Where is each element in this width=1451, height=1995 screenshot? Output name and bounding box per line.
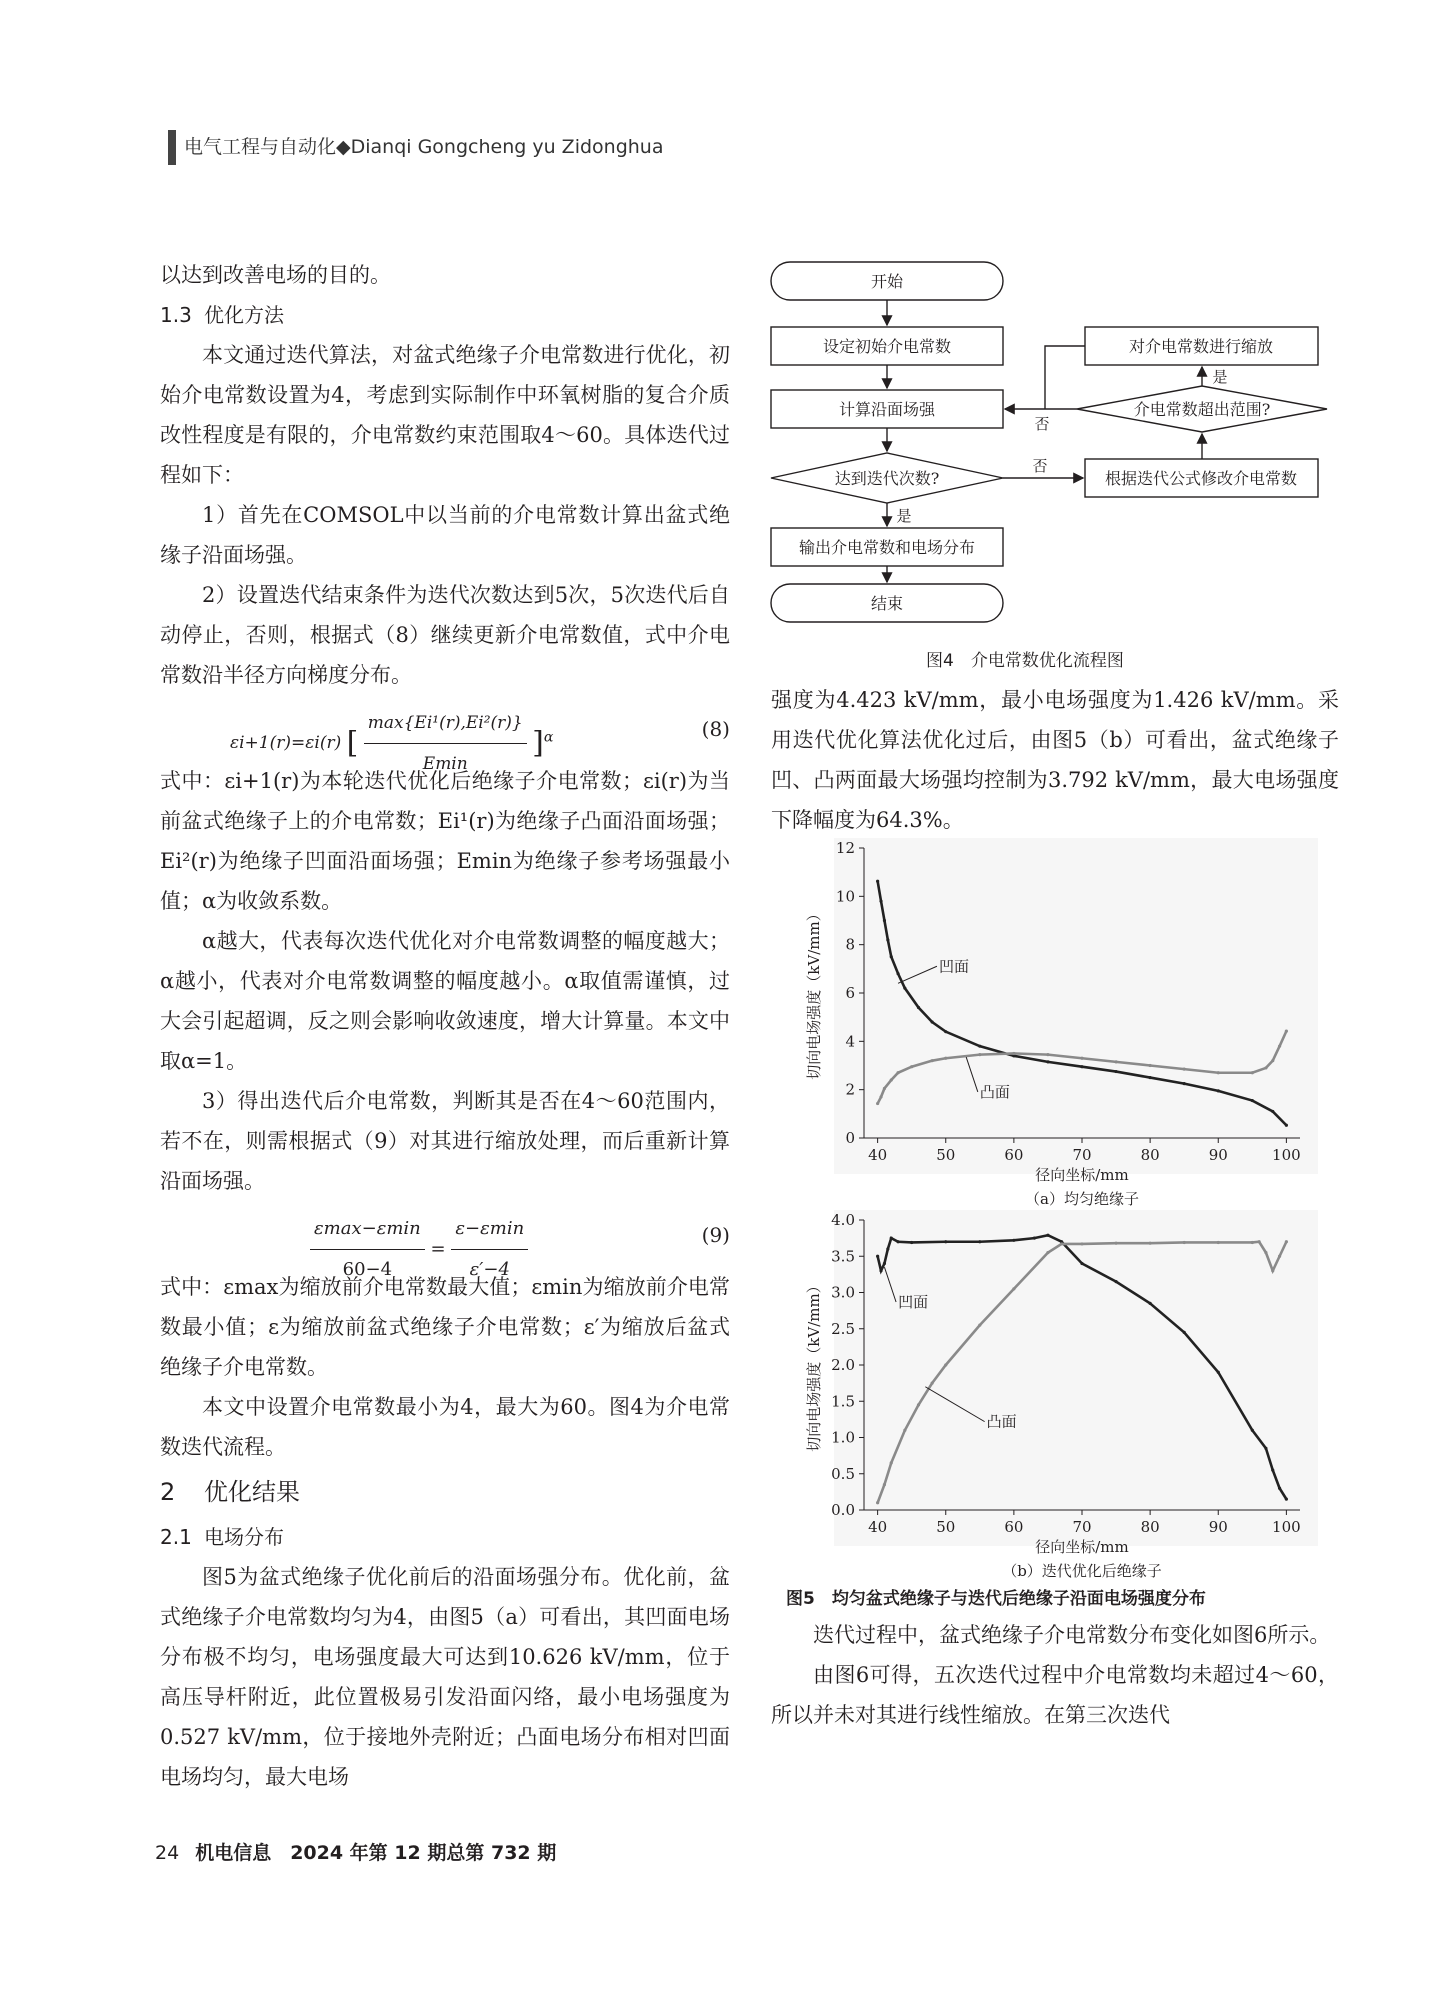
y-tick-label: 1.5 xyxy=(831,1392,855,1411)
data-point xyxy=(1012,1239,1015,1242)
y-tick-label: 0.5 xyxy=(831,1464,855,1483)
y-tick-label: 10 xyxy=(835,887,855,906)
data-point xyxy=(1149,1302,1152,1305)
data-point xyxy=(917,1403,920,1406)
paragraph: 迭代过程中，盆式绝缘子介电常数分布变化如图6所示。 xyxy=(813,1623,1331,1647)
data-point xyxy=(910,1065,913,1068)
x-tick-label: 80 xyxy=(1140,1146,1160,1164)
y-tick-label: 8 xyxy=(845,935,855,954)
section-title: 优化结果 xyxy=(204,1478,300,1506)
data-point xyxy=(1271,1469,1274,1472)
chart-5b xyxy=(770,1210,1318,1580)
flow-no-label: 否 xyxy=(1034,415,1050,433)
flow-scale-label: 对介电常数进行缩放 xyxy=(1128,337,1274,356)
data-point xyxy=(1271,1110,1274,1113)
flow-calc-label: 计算沿面场强 xyxy=(838,400,936,419)
figure-4-caption: 图4 介电常数优化流程图 xyxy=(926,651,1124,671)
plot-background xyxy=(834,838,1318,1174)
x-tick-label: 90 xyxy=(1208,1518,1228,1536)
data-point xyxy=(1251,1429,1254,1432)
data-point xyxy=(1149,1242,1152,1245)
data-point xyxy=(1278,1487,1281,1490)
data-point xyxy=(890,1237,893,1240)
data-point xyxy=(1217,1241,1220,1244)
flow-exceed-label: 介电常数超出范围? xyxy=(1133,400,1271,419)
fraction-denominator: 60−4 xyxy=(342,1259,393,1280)
page-number: 24 xyxy=(155,1842,180,1864)
data-point xyxy=(1060,1242,1063,1245)
paragraph: 1）首先在COMSOL中以当前的介电常数计算出盆式绝缘子沿面场强。 xyxy=(160,503,730,567)
data-point xyxy=(1271,1269,1274,1272)
paragraph: 本文中设置介电常数最小为4，最大为60。图4为介电常数迭代流程。 xyxy=(160,1395,730,1459)
paragraph: α越大，代表每次迭代优化对介电常数调整的幅度越大；α越小，代表对介电常数调整的幅度越小。α取值需谨慎，过大会引起超调，反之则会影响收敛速度，增大计算量。本文中取α=1。 xyxy=(160,929,730,1073)
data-point xyxy=(931,1382,934,1385)
equation-fraction-left xyxy=(310,1209,425,1290)
data-point xyxy=(978,1053,981,1056)
data-point xyxy=(876,1102,879,1105)
flow-yes-label: 是 xyxy=(896,507,912,525)
data-point xyxy=(890,1078,893,1081)
section-number: 2.1 xyxy=(160,1525,192,1549)
paragraph: 3）得出迭代后介电常数，判断其是否在4～60范围内，若不在，则需根据式（9）对其进行缩放处理，而后重新计算沿面场强。 xyxy=(160,1089,730,1193)
data-point xyxy=(896,1071,899,1074)
data-point xyxy=(883,919,886,922)
series-label: 凹面 xyxy=(898,1293,929,1311)
x-tick-label: 100 xyxy=(1272,1146,1301,1164)
y-tick-label: 6 xyxy=(845,984,855,1002)
data-point xyxy=(978,1045,981,1048)
fraction-denominator: ε′−4 xyxy=(469,1259,510,1280)
x-tick-label: 40 xyxy=(868,1518,888,1536)
data-point xyxy=(890,1461,893,1464)
data-point xyxy=(886,1247,889,1250)
paragraph: 由图6可得，五次迭代过程中介电常数均未超过4～60，所以并未对其进行线性缩放。在第三次迭代 xyxy=(771,1663,1339,1727)
data-point xyxy=(1271,1059,1274,1062)
data-point xyxy=(1080,1242,1083,1245)
y-tick-label: 4.0 xyxy=(831,1211,855,1229)
data-point xyxy=(1258,1240,1261,1243)
data-point xyxy=(917,1006,920,1009)
data-point xyxy=(1080,1065,1083,1068)
y-tick-label: 12 xyxy=(835,839,855,857)
flow-end-label: 结束 xyxy=(870,594,904,613)
section-number: 2 xyxy=(160,1478,176,1506)
section-title: 电场分布 xyxy=(204,1525,284,1549)
data-point xyxy=(944,1240,947,1243)
data-point xyxy=(978,1324,981,1327)
x-tick-label: 60 xyxy=(1004,1518,1024,1536)
header-bar xyxy=(168,130,176,165)
x-tick-label: 50 xyxy=(936,1146,956,1164)
data-point xyxy=(1080,1057,1083,1060)
data-point xyxy=(1217,1071,1220,1074)
data-point xyxy=(1217,1089,1220,1092)
figure-5-caption: 图5 均匀盆式绝缘子与迭代后绝缘子沿面电场强度分布 xyxy=(786,1589,1206,1609)
x-tick-label: 50 xyxy=(936,1518,956,1536)
paragraph: 本文通过迭代算法，对盆式绝缘子介电常数进行优化，初始介电常数设置为4，考虑到实际制作中环氧树脂的复合介质改性程度是有限的，介电常数约束范围取4～60。具体迭代过程如下： xyxy=(160,343,730,487)
flow-reach-label: 达到迭代次数? xyxy=(834,469,940,488)
journal-header: 电气工程与自动化◆Dianqi Gongcheng yu Zidonghua xyxy=(184,136,664,158)
series-label: 凸面 xyxy=(979,1082,1010,1101)
data-point xyxy=(1046,1234,1049,1237)
data-point xyxy=(903,987,906,990)
data-point xyxy=(1285,1030,1288,1033)
paragraph: 图5为盆式绝缘子优化前后的沿面场强分布。优化前，盆式绝缘子介电常数均匀为4，由图5（a）可看出，其凹面电场分布极不均匀，电场强度最大可达到10.626 kV/mm，位于高压导杆附近，此位置极易引发沿面闪络，最小电场强度为0.527 kV/mm，位于接地外壳附近；凸面电场分布相对凹面电场均匀，最大电场 xyxy=(160,1565,730,1789)
data-point xyxy=(1114,1242,1117,1245)
data-point xyxy=(1033,1237,1036,1240)
data-point xyxy=(876,1255,879,1258)
flow-no-label: 否 xyxy=(1032,457,1048,475)
data-point xyxy=(944,1363,947,1366)
fraction-numerator: max{Ei¹(r),Ei²(r)} xyxy=(364,703,527,744)
equation-lhs: εi+1(r)=εi(r) xyxy=(230,733,342,753)
data-point xyxy=(1012,1052,1015,1055)
equation-fraction-right xyxy=(451,1209,528,1290)
paragraph: 式中：εmax为缩放前介电常数最大值；εmin为缩放前介电常数最小值；ε为缩放前盆式绝缘子介电常数；ε′为缩放后盆式绝缘子介电常数。 xyxy=(160,1275,730,1379)
data-point xyxy=(896,1240,899,1243)
flowchart xyxy=(768,255,1348,635)
section-heading-2 xyxy=(160,1469,730,1515)
left-column xyxy=(160,255,730,1797)
x-axis-label: 径向坐标/mm xyxy=(1035,1166,1129,1184)
data-point xyxy=(1114,1060,1117,1063)
equation-number: (9) xyxy=(701,1223,730,1247)
data-point xyxy=(1046,1053,1049,1056)
paragraph: 2）设置迭代结束条件为迭代次数达到5次，5次迭代后自动停止，否则，根据式（8）继续更新介电常数值，式中介电常数沿半径方向梯度分布。 xyxy=(160,583,730,687)
data-point xyxy=(1183,1241,1186,1244)
data-point xyxy=(1285,1240,1288,1243)
data-point xyxy=(944,1030,947,1033)
x-tick-label: 70 xyxy=(1072,1518,1092,1536)
data-point xyxy=(879,1269,882,1272)
data-point xyxy=(883,1262,886,1265)
plot-background xyxy=(834,1210,1318,1546)
y-tick-label: 0.0 xyxy=(831,1501,855,1519)
flow-set-label: 设定初始介电常数 xyxy=(822,337,952,356)
data-point xyxy=(1285,1498,1288,1501)
data-point xyxy=(876,1501,879,1504)
data-point xyxy=(886,938,889,941)
data-point xyxy=(1080,1262,1083,1265)
section-heading-2-1 xyxy=(160,1517,730,1557)
series-label: 凸面 xyxy=(986,1412,1017,1431)
data-point xyxy=(879,900,882,903)
x-axis-label: 径向坐标/mm xyxy=(1035,1538,1129,1556)
data-point xyxy=(978,1240,981,1243)
section-number: 1.3 xyxy=(160,303,192,327)
x-tick-label: 100 xyxy=(1272,1518,1301,1536)
data-point xyxy=(890,955,893,958)
x-tick-label: 60 xyxy=(1004,1146,1024,1164)
chart-5a xyxy=(770,838,1318,1208)
data-point xyxy=(883,1483,886,1486)
data-point xyxy=(876,880,879,883)
x-tick-label: 80 xyxy=(1140,1518,1160,1536)
data-point xyxy=(896,972,899,975)
data-point xyxy=(1012,1287,1015,1290)
y-tick-label: 4 xyxy=(845,1032,855,1051)
data-point xyxy=(1264,1447,1267,1450)
journal-issue: 机电信息 2024 年第 12 期总第 732 期 xyxy=(195,1842,557,1864)
y-tick-label: 3.0 xyxy=(831,1283,855,1302)
data-point xyxy=(1114,1280,1117,1283)
x-tick-label: 70 xyxy=(1072,1146,1092,1164)
data-point xyxy=(910,1241,913,1244)
y-axis-label: 切向电场强度（kV/mm） xyxy=(805,906,823,1080)
fraction-denominator: Emin xyxy=(422,754,468,774)
equation-8 xyxy=(160,695,730,774)
right-column-top xyxy=(771,680,1339,840)
section-heading-1-3 xyxy=(160,295,730,335)
data-point xyxy=(1278,1255,1281,1258)
data-point xyxy=(1278,1045,1281,1048)
data-point xyxy=(1149,1076,1152,1079)
series-label: 凹面 xyxy=(938,957,969,976)
data-point xyxy=(1046,1060,1049,1063)
data-point xyxy=(1217,1371,1220,1374)
y-tick-label: 3.5 xyxy=(831,1247,855,1266)
y-axis-label: 切向电场强度（kV/mm） xyxy=(805,1278,823,1452)
chart-caption: （b）迭代优化后绝缘子 xyxy=(1002,1562,1162,1580)
right-column-bottom xyxy=(771,1615,1339,1735)
data-point xyxy=(879,1095,882,1098)
data-point xyxy=(1183,1068,1186,1071)
fraction-numerator: ε−εmin xyxy=(451,1209,528,1250)
y-tick-label: 1.0 xyxy=(831,1428,855,1447)
y-tick-label: 2 xyxy=(845,1080,855,1099)
x-tick-label: 40 xyxy=(868,1146,888,1164)
data-point xyxy=(931,1059,934,1062)
flow-output-label: 输出介电常数和电场分布 xyxy=(798,538,976,557)
flow-modify-label: 根据迭代公式修改介电常数 xyxy=(1104,469,1298,488)
data-point xyxy=(931,1020,934,1023)
paragraph: 强度为4.423 kV/mm，最小电场强度为1.426 kV/mm。采用迭代优化算法优化过后，由图5（b）可看出，盆式绝缘子凹、凸两面最大场强均控制为3.792 kV/mm，最大电场强度下降幅度为64.3%。 xyxy=(771,688,1339,832)
data-point xyxy=(1251,1071,1254,1074)
equation-exponent: α xyxy=(543,729,554,746)
data-point xyxy=(944,1057,947,1060)
data-point xyxy=(1285,1124,1288,1127)
data-point xyxy=(1046,1251,1049,1254)
chart-caption: （a）均匀绝缘子 xyxy=(1025,1190,1139,1208)
y-tick-label: 2.0 xyxy=(831,1356,855,1374)
data-point xyxy=(903,1429,906,1432)
equation-body: $\frac{\varepsilon\max-\varepsilon\min}{60-4}$ = $\frac{\varepsilon-\varepsilon\min}{\varepsilon'-4}$ xyxy=(310,1209,528,1290)
section-title: 优化方法 xyxy=(204,303,284,327)
data-point xyxy=(1114,1070,1117,1073)
data-point xyxy=(1264,1066,1267,1069)
equation-fraction xyxy=(364,703,527,784)
data-point xyxy=(1251,1099,1254,1102)
y-tick-label: 0 xyxy=(845,1129,855,1147)
fraction-numerator: εmax−εmin xyxy=(310,1209,425,1250)
data-point xyxy=(883,1087,886,1090)
y-tick-label: 2.5 xyxy=(831,1319,855,1338)
paragraph: 以达到改善电场的目的。 xyxy=(160,263,391,287)
x-tick-label: 90 xyxy=(1208,1146,1228,1164)
paragraph: 式中：εi+1(r)为本轮迭代优化后绝缘子介电常数；εi(r)为当前盆式绝缘子上的介电常数；Ei¹(r)为绝缘子凸面沿面场强；Ei²(r)为绝缘子凹面沿面场强；Emin为绝缘子参考场强最小值；α为收敛系数。 xyxy=(160,769,730,913)
equation-number: (8) xyxy=(701,717,730,741)
flow-start-label: 开始 xyxy=(870,272,904,291)
flow-yes-label: 是 xyxy=(1212,368,1228,386)
data-point xyxy=(1183,1331,1186,1334)
equation-body: εi+1(r)=εi(r) [ $\frac{\text{max\{Ei¹(r),Ei²(r)\}}}{Emin}$ ]$^\alpha$ xyxy=(230,703,553,784)
data-point xyxy=(1251,1241,1254,1244)
data-point xyxy=(1183,1082,1186,1085)
data-point xyxy=(1149,1064,1152,1067)
data-point xyxy=(1264,1251,1267,1254)
page-footer xyxy=(155,1838,556,1865)
